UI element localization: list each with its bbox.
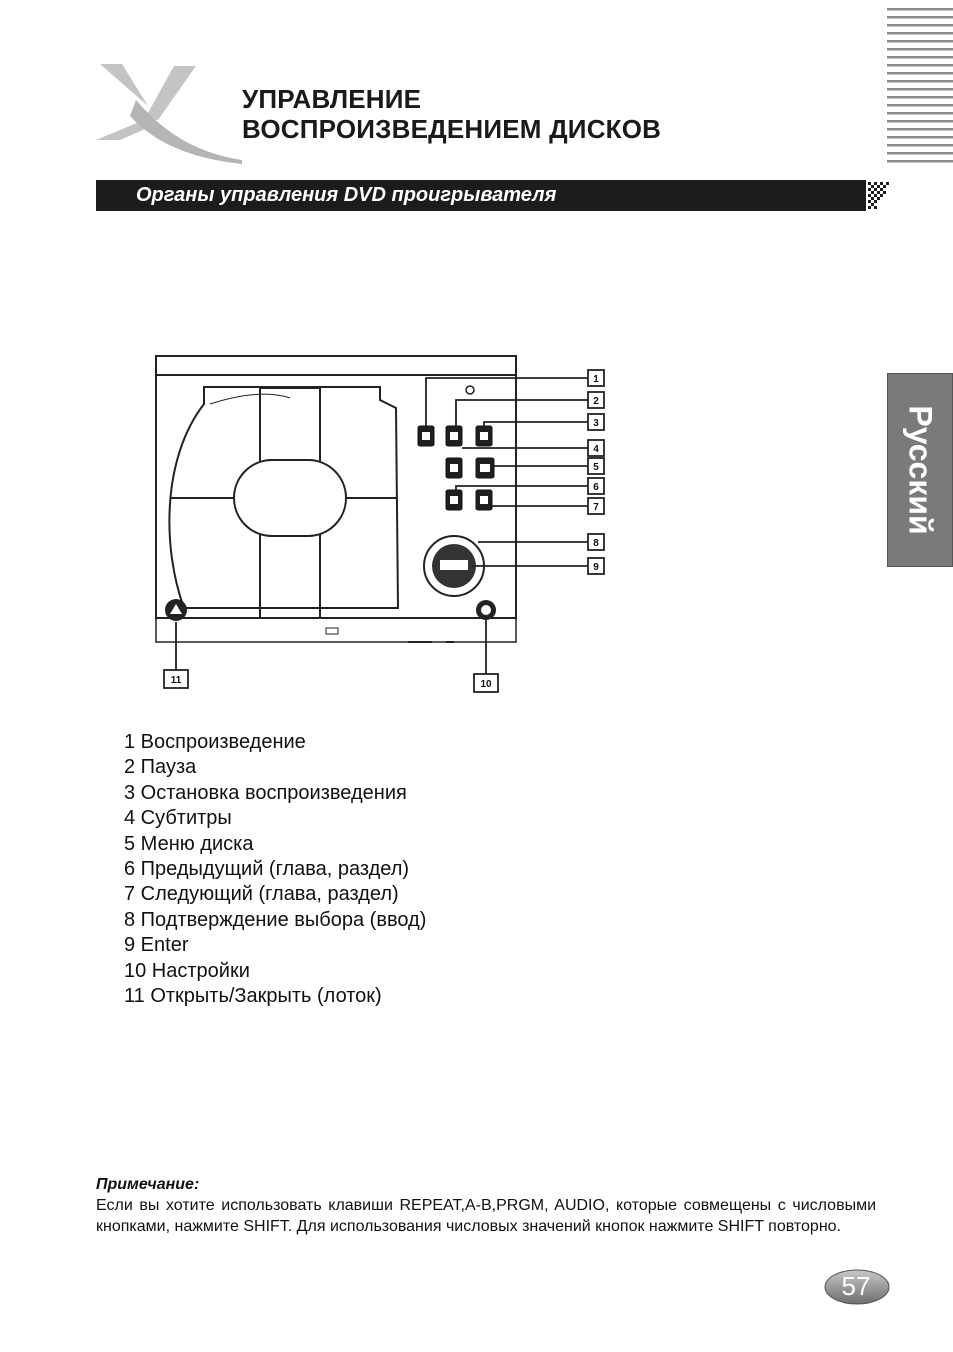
legend-item: 8 Подтверждение выбора (ввод) (124, 908, 427, 931)
callout-label-3: 3 (593, 418, 599, 429)
legend-item: 10 Настройки (124, 959, 250, 982)
callout-label-4: 4 (593, 444, 599, 455)
callout-label-7: 7 (593, 502, 599, 513)
legend-item: 4 Субтитры (124, 807, 232, 830)
page-number-badge (824, 1268, 890, 1306)
legend-item: 5 Меню диска (124, 832, 254, 855)
callout-label-8: 8 (593, 538, 599, 549)
brand-logo-x (92, 60, 242, 164)
note-text: Если вы хотите использовать клавиши REPEAT,A-B,PRGM, AUDIO, которые совмещены с числовыми кнопками, нажмите SHIFT. Для использования числовых значений кнопок нажмите SHIFT повторно. (96, 1197, 876, 1235)
section-banner (96, 180, 866, 211)
callout-label-6: 6 (593, 482, 599, 493)
page-title (242, 84, 661, 144)
section-banner-text: Органы управления DVD проигрывателя (136, 184, 557, 206)
legend-item: 2 Пауза (124, 756, 197, 779)
legend-item: 3 Остановка воспроизведения (124, 781, 407, 804)
legend-item: 11 Открыть/Закрыть (лоток) (124, 985, 382, 1008)
callout-label-1: 1 (593, 374, 599, 385)
callout-label-5: 5 (593, 462, 599, 473)
callout-label-10: 10 (480, 679, 492, 690)
page-number: 57 (841, 1270, 871, 1301)
banner-dots-decoration (856, 180, 894, 211)
legend-item: 9 Enter (124, 934, 189, 957)
controls-legend (124, 730, 426, 1009)
page-title-line-2: ВОСПРОИЗВЕДЕНИЕМ ДИСКОВ (242, 114, 662, 144)
note-block (96, 1174, 876, 1237)
legend-item: 1 Воспроизведение (124, 731, 306, 753)
callout-label-11: 11 (170, 675, 182, 686)
decorative-stripes (887, 6, 953, 164)
legend-item: 6 Предыдущий (глава, раздел) (124, 858, 410, 881)
language-tab (887, 373, 953, 567)
legend-item: 7 Следующий (глава, раздел) (124, 883, 399, 906)
language-tab-label: Русский (902, 405, 939, 535)
callout-label-2: 2 (593, 396, 599, 407)
note-title: Примечание: (96, 1176, 200, 1193)
page-title-line-1: УПРАВЛЕНИЕ (242, 84, 422, 114)
callout-label-9: 9 (593, 562, 599, 573)
dvd-player-diagram (140, 348, 620, 700)
